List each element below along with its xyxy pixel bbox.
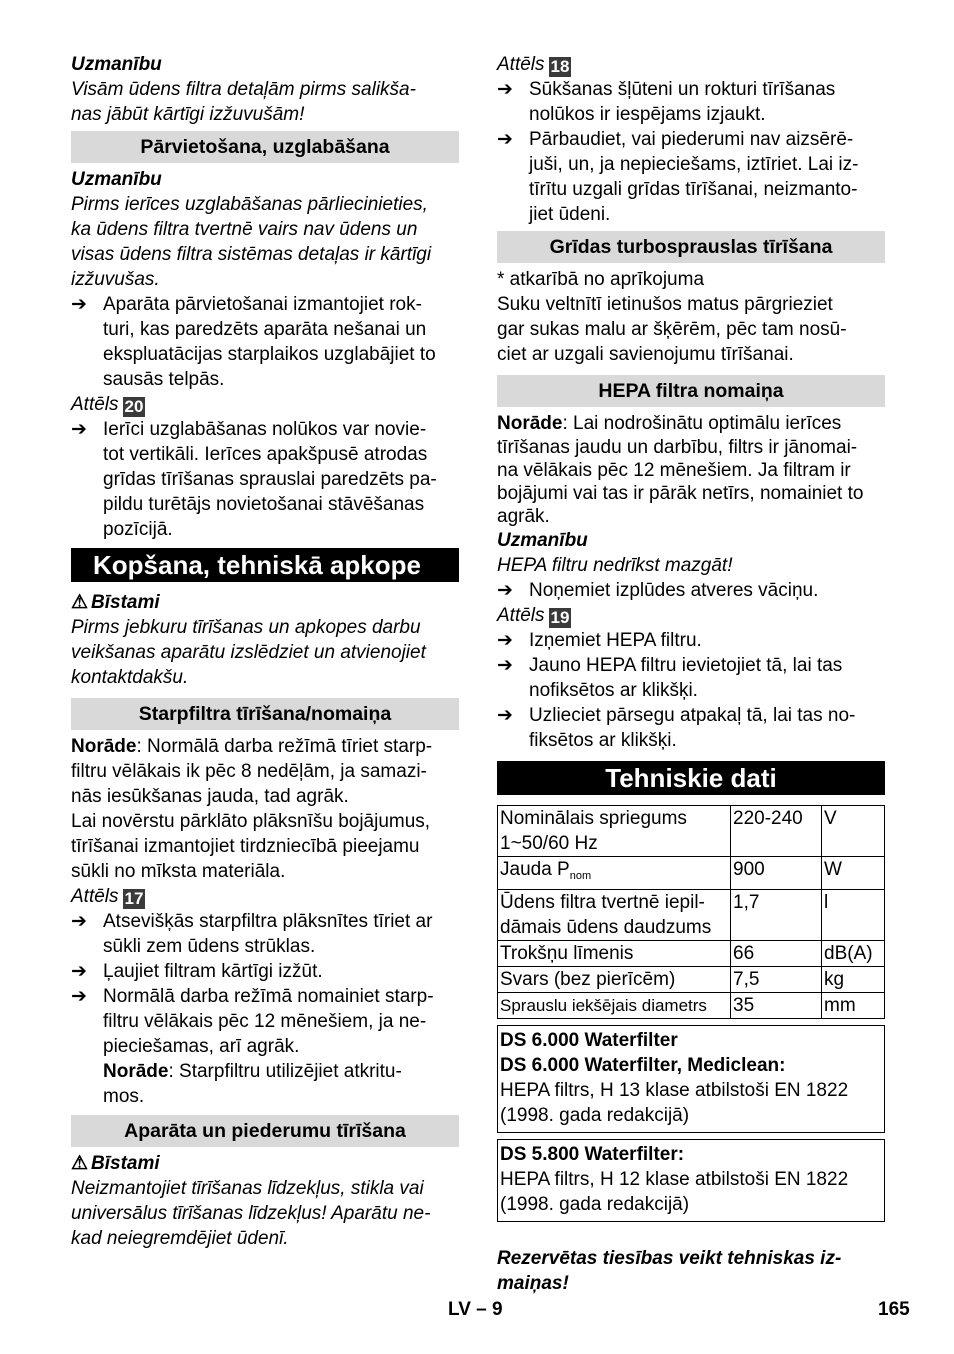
text-line: filtru vēlākais pēc 12 mēnešiem, ja ne-: [103, 1011, 427, 1032]
text-line: tīrīšanai izmantojiet tirdzniecībā pieejamu: [71, 836, 420, 857]
text-line: * atkarībā no aprīkojuma: [497, 269, 705, 290]
arrow-icon: ➔: [497, 79, 513, 100]
figure-number-badge: 18: [550, 57, 570, 76]
instruction-step: [497, 628, 885, 653]
text-line: pildu turētājs novietošanai stāvēšanas: [103, 494, 425, 515]
figure-reference: Attēls 20: [71, 394, 144, 416]
arrow-icon: ➔: [71, 294, 87, 315]
param-unit-cell: V: [822, 806, 885, 857]
param-unit-cell: dB(A): [822, 941, 885, 967]
text-line: Rezervētas tiesības veikt tehniskas iz-: [497, 1248, 842, 1269]
param-name-cell: Nominālais spriegums 1~50/60 Hz: [498, 806, 731, 857]
text-line: HEPA filtrs, H 13 klase atbilstoši EN 1822: [500, 1080, 849, 1101]
note-paragraph: Norāde: Lai nodrošinātu optimālu ierīces: [497, 413, 842, 434]
text-line: na vēlākais pēc 12 mēnešiem. Ja filtram ir: [497, 460, 851, 481]
text-line: filtru vēlākais ik pēc 8 nedēļām, ja samazi-: [71, 761, 427, 782]
text-line: (1998. gada redakcijā): [500, 1194, 690, 1215]
text-line: jiet ūdeni.: [529, 204, 611, 225]
param-name-cell: Ūdens filtra tvertnē iepil- dāmais ūdens daudzums: [498, 890, 731, 941]
text-line: HEPA filtrs, H 12 klase atbilstoši EN 1822: [500, 1169, 849, 1190]
instruction-step: [497, 77, 885, 127]
model-info-box: [497, 1139, 885, 1222]
text-line: visas ūdens filtra sistēmas detaļas ir kārtīgi: [71, 244, 432, 265]
instruction-step: [497, 127, 885, 227]
reserved-rights-note: [497, 1246, 885, 1296]
text-line: Izņemiet HEPA filtru.: [529, 630, 702, 651]
text-line: gar sukas malu ar šķērēm, pēc tam nosū-: [497, 319, 847, 340]
text-line: grīdas tīrīšanas sprauslai paredzēts pa-: [103, 469, 437, 490]
warning-triangle-icon: ⚠: [71, 1153, 89, 1174]
instruction-step: [71, 417, 459, 542]
param-unit-cell: W: [822, 857, 885, 890]
text-line: Ļaujiet filtram kārtīgi izžūt.: [103, 961, 323, 982]
text-line: kad neiegremdējiet ūdenī.: [71, 1228, 289, 1249]
chapter-heading-care: Kopšana, tehniskā apkope: [71, 548, 459, 582]
text-line: Lai novērstu pārklāto plāksnīšu bojājumus,: [71, 811, 431, 832]
instruction-step: [71, 909, 459, 959]
param-value-cell: 66: [731, 941, 822, 967]
danger-text: [71, 1176, 459, 1251]
text-line: Pirms jebkuru tīrīšanas un apkopes darbu: [71, 617, 421, 638]
text-line: pozīcijā.: [103, 519, 173, 540]
text-line: izžuvušas.: [71, 269, 160, 290]
danger-title: ⚠ Bīstami: [71, 1153, 160, 1174]
text-line: Pirms ierīces uzglabāšanas pārliecinieties,: [71, 194, 428, 215]
section-heading-cleaning: Aparāta un piederumu tīrīšana: [71, 1115, 459, 1147]
table-row: [498, 890, 885, 941]
text-line: Atsevišķās starpfiltra plāksnītes tīriet ar: [103, 911, 433, 932]
arrow-icon: ➔: [497, 129, 513, 150]
text-line: Visām ūdens filtra detaļām pirms salikša-: [71, 79, 416, 100]
text-line: pieciešamas, arī agrāk.: [103, 1036, 300, 1057]
param-value-cell: 35: [731, 993, 822, 1019]
caution-title: Uzmanību: [71, 54, 162, 75]
arrow-icon: ➔: [71, 961, 87, 982]
table-row: [498, 806, 885, 857]
text-line: Aparāta pārvietošanai izmantojiet rok-: [103, 294, 422, 315]
text-line: turi, kas paredzēts aparāta nešanai un: [103, 319, 427, 340]
text-line: universālus tīrīšanas līdzekļus! Aparātu ne-: [71, 1203, 431, 1224]
text-line: (1998. gada redakcijā): [500, 1105, 690, 1126]
text-line: ekspluatācijas starplaikos uzglabājiet to: [103, 344, 436, 365]
text-line: veikšanas aparātu izslēdziet un atvienojiet: [71, 642, 426, 663]
param-unit-cell: kg: [822, 967, 885, 993]
text-line: Uzlieciet pārsegu atpakaļ tā, lai tas no-: [529, 705, 856, 726]
caution-text: [71, 77, 459, 127]
text-line: tīrītu uzgali grīdas tīrīšanai, neizmanto-: [529, 179, 858, 200]
caution-text: [71, 192, 459, 292]
param-unit-cell: l: [822, 890, 885, 941]
text-line: Noņemiet izplūdes atveres vāciņu.: [529, 580, 819, 601]
step-note-cont: mos.: [103, 1086, 145, 1107]
section-heading-hepa: HEPA filtra nomaiņa: [497, 375, 885, 407]
danger-title: ⚠ Bīstami: [71, 592, 160, 613]
arrow-icon: ➔: [497, 630, 513, 651]
footer-section-label: LV – 9: [448, 1299, 503, 1320]
page-number: 165: [878, 1299, 910, 1320]
param-unit-cell: mm: [822, 993, 885, 1019]
model-info-box: [497, 1025, 885, 1133]
caution-title: Uzmanību: [71, 169, 162, 190]
instruction-step: [497, 653, 885, 703]
text-line: DS 6.000 Waterfilter: [500, 1030, 678, 1051]
table-row: [498, 993, 885, 1019]
arrow-icon: ➔: [497, 655, 513, 676]
text-line: ka ūdens filtra tvertnē vairs nav ūdens un: [71, 219, 418, 240]
note-text: [497, 436, 885, 528]
arrow-icon: ➔: [497, 580, 513, 601]
arrow-icon: ➔: [71, 419, 87, 440]
arrow-icon: ➔: [497, 705, 513, 726]
text-line: nās iesūkšanas jauda, tad agrāk.: [71, 786, 349, 807]
table-row: [498, 857, 885, 890]
instruction-step: [497, 703, 885, 753]
param-value-cell: 220-240: [731, 806, 822, 857]
warning-triangle-icon: ⚠: [71, 592, 89, 613]
text-line: DS 6.000 Waterfilter, Mediclean:: [500, 1055, 786, 1076]
instruction-step: [497, 578, 885, 603]
text-line: DS 5.800 Waterfilter:: [500, 1144, 685, 1165]
param-name-cell: Jauda $P_{nom}$: [498, 857, 731, 890]
text-line: Suku veltnītī ietinušos matus pārgrieziet: [497, 294, 833, 315]
caution-title: Uzmanību: [497, 530, 588, 551]
text-line: kontaktdakšu.: [71, 667, 189, 688]
caution-text: HEPA filtru nedrīkst mazgāt!: [497, 555, 733, 576]
turbo-text: [497, 267, 885, 367]
arrow-icon: ➔: [71, 911, 87, 932]
text-line: juši, un, ja nepieciešams, iztīriet. Lai iz-: [529, 154, 859, 175]
text-line: Ierīci uzglabāšanas nolūkos var novie-: [103, 419, 427, 440]
text-line: Sūkšanas šļūteni un rokturi tīrīšanas: [529, 79, 836, 100]
param-value-cell: 1,7: [731, 890, 822, 941]
text-line: nas jābūt kārtīgi izžuvušām!: [71, 104, 305, 125]
param-value-cell: 900: [731, 857, 822, 890]
note-text: [71, 759, 459, 884]
text-line: ciet ar uzgali savienojumu tīrīšanai.: [497, 344, 794, 365]
instruction-step: [71, 292, 459, 392]
text-line: tīrīšanas jaudu un darbību, filtrs ir jānomai-: [497, 437, 858, 458]
text-line: sūkli no mīksta materiāla.: [71, 861, 286, 882]
figure-reference: Attēls 19: [497, 605, 570, 627]
param-name-cell: Trokšņu līmenis: [498, 941, 731, 967]
left-column: [71, 52, 459, 1251]
text-line: Normālā darba režīmā nomainiet starp-: [103, 986, 434, 1007]
tech-data-table: [497, 805, 885, 1019]
text-line: sausās telpās.: [103, 369, 225, 390]
param-name-cell: Sprauslu iekšējais diametrs: [498, 993, 731, 1019]
figure-reference: Attēls 17: [71, 886, 144, 908]
text-line: bojājumi vai tas ir pārāk netīrs, nomainiet to: [497, 483, 864, 504]
text-line: agrāk.: [497, 506, 550, 527]
param-value-cell: 7,5: [731, 967, 822, 993]
instruction-step: [71, 984, 459, 1109]
text-line: Pārbaudiet, vai piederumi nav aizsērē-: [529, 129, 854, 150]
step-note: Norāde: Starpfiltru utilizējiet atkritu-: [103, 1061, 402, 1082]
text-line: Neizmantojiet tīrīšanas līdzekļus, stikla vai: [71, 1178, 424, 1199]
table-row: [498, 941, 885, 967]
instruction-step: [71, 959, 459, 984]
figure-number-badge: 19: [550, 608, 570, 627]
text-line: sūkli zem ūdens strūklas.: [103, 936, 316, 957]
section-heading-filter: Starpfiltra tīrīšana/nomaiņa: [71, 698, 459, 730]
text-line: tot vertikāli. Ierīces apakšpusē atrodas: [103, 444, 428, 465]
figure-number-badge: 17: [124, 889, 144, 908]
text-line: nolūkos ir iespējams izjaukt.: [529, 104, 766, 125]
chapter-heading-tech: Tehniskie dati: [497, 761, 885, 795]
figure-number-badge: 20: [124, 397, 144, 416]
section-heading-transport: Pārvietošana, uzglabāšana: [71, 131, 459, 163]
figure-reference: Attēls 18: [497, 54, 570, 76]
text-line: nofiksētos ar klikšķi.: [529, 680, 698, 701]
note-paragraph: Norāde: Normālā darba režīmā tīriet starp-: [71, 736, 433, 757]
section-heading-turbo: Grīdas turbosprauslas tīrīšana: [497, 231, 885, 263]
danger-text: [71, 615, 459, 690]
text-line: Jauno HEPA filtru ievietojiet tā, lai tas: [529, 655, 843, 676]
table-row: [498, 967, 885, 993]
text-line: maiņas!: [497, 1273, 569, 1294]
text-line: fiksētos ar klikšķi.: [529, 730, 677, 751]
right-column: [497, 52, 885, 1296]
param-name-cell: Svars (bez pierīcēm): [498, 967, 731, 993]
arrow-icon: ➔: [71, 986, 87, 1007]
